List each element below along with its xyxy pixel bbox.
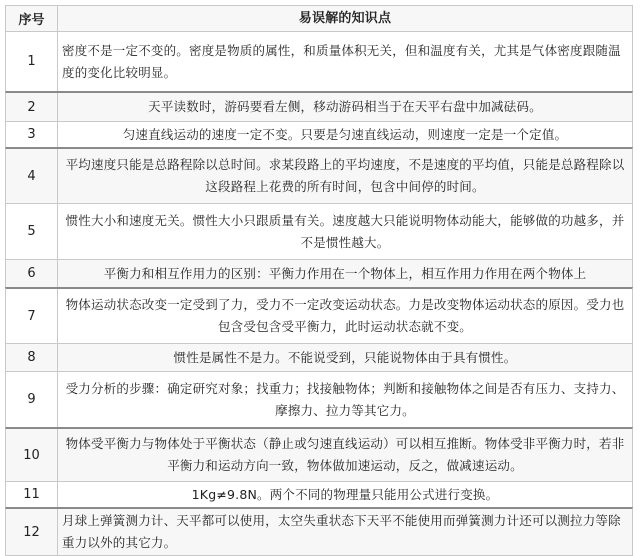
row-text: 天平读数时，游码要看左侧，移动游码相当于在天平右盘中加减砝码。 bbox=[148, 99, 542, 114]
table-row bbox=[5, 31, 633, 91]
table-row bbox=[5, 287, 633, 343]
table-row bbox=[5, 203, 633, 259]
header-index: 序号 bbox=[6, 6, 58, 31]
row-index: 8 bbox=[6, 344, 58, 371]
row-index: 11 bbox=[6, 482, 58, 507]
row-text: 月球上弹簧测力计、天平都可以使用，太空失重状态下天平不能使用而弹簧测力计还可以测拉力等除重力以外的其它力。 bbox=[62, 513, 621, 550]
row-text: 惯性大小和速度无关。惯性大小只跟质量有关。速度越大只能说明物体动能大，能够做的功越多，并不是惯性越大。 bbox=[65, 212, 625, 250]
row-index: 2 bbox=[6, 93, 58, 121]
row-index: 4 bbox=[6, 149, 58, 203]
table-row bbox=[5, 121, 633, 147]
row-text: 密度不是一定不变的。密度是物质的属性，和质量体积无关，但和温度有关，尤其是气体密度跟随温度的变化比较明显。 bbox=[62, 42, 621, 80]
row-index: 12 bbox=[6, 509, 58, 555]
table-row bbox=[5, 259, 633, 287]
table-row bbox=[5, 427, 633, 481]
row-index: 1 bbox=[6, 32, 58, 91]
row-text: 物体受平衡力与物体处于平衡状态（静止或匀速直线运动）可以相互推断。物体受非平衡力时，若非平衡力和运动方向一致，物体做加速运动，反之，做减速运动。 bbox=[65, 436, 625, 473]
table-header bbox=[5, 5, 633, 31]
table-row bbox=[5, 481, 633, 507]
table-row bbox=[5, 147, 633, 203]
table-row bbox=[5, 371, 633, 427]
row-text: 1Kg≠9.8N。两个不同的物理量只能用公式进行变换。 bbox=[191, 486, 499, 502]
row-index: 7 bbox=[6, 289, 58, 343]
row-index: 9 bbox=[6, 372, 58, 427]
row-text: 受力分析的步骤：确定研究对象；找重力；找接触物体；判断和接触物体之间是否有压力、支持力、摩擦力、拉力等其它力。 bbox=[65, 380, 625, 418]
table-row bbox=[5, 91, 633, 121]
header-content: 易误解的知识点 bbox=[298, 10, 392, 26]
row-text: 平衡力和相互作用力的区别：平衡力作用在一个物体上，相互作用力作用在两个物体上 bbox=[103, 265, 587, 281]
table-row bbox=[5, 343, 633, 371]
row-index: 6 bbox=[6, 260, 58, 287]
table-row bbox=[5, 507, 633, 556]
row-index: 3 bbox=[6, 122, 58, 147]
row-index: 10 bbox=[6, 429, 58, 481]
row-index: 5 bbox=[6, 204, 58, 259]
row-text: 惯性是属性不是力。不能说受到，只能说物体由于具有惯性。 bbox=[173, 349, 517, 365]
row-text: 匀速直线运动的速度一定不变。只要是匀速直线运动，则速度一定是一个定值。 bbox=[122, 126, 568, 142]
row-text: 物体运动状态改变一定受到了力，受力不一定改变运动状态。力是改变物体运动状态的原因。受力也包含受包含受平衡力，此时运动状态就不变。 bbox=[65, 297, 625, 334]
row-text: 平均速度只能是总路程除以总时间。求某段路上的平均速度，不是速度的平均值，只能是总路程除以这段路程上花费的所有时间，包含中间停的时间。 bbox=[65, 157, 625, 194]
